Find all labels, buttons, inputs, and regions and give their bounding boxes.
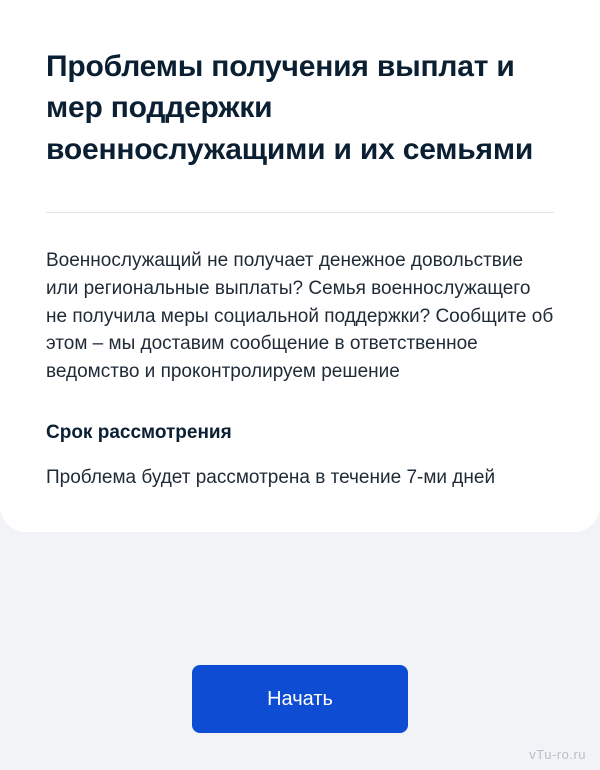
review-period-heading: Срок рассмотрения bbox=[46, 421, 232, 443]
section-divider bbox=[46, 212, 554, 213]
start-button[interactable]: Начать bbox=[192, 665, 408, 733]
review-period-text: Проблема будет рассмотрена в течение 7-ми дней bbox=[46, 467, 496, 489]
page-description: Военнослужащий не получает денежное довольствие или региональные выплаты? Семья военнослужащего не получила меры социальной поддержки? Сообщите об этом – мы доставим сообщение в ответственное ведомство и проконтролируем решение bbox=[46, 250, 554, 383]
page-title: Проблемы получения выплат и мер поддержки военнослужащими и их семьями bbox=[46, 50, 534, 166]
footer-bar bbox=[0, 628, 600, 770]
watermark-text: vTu-ro.ru bbox=[529, 747, 586, 762]
